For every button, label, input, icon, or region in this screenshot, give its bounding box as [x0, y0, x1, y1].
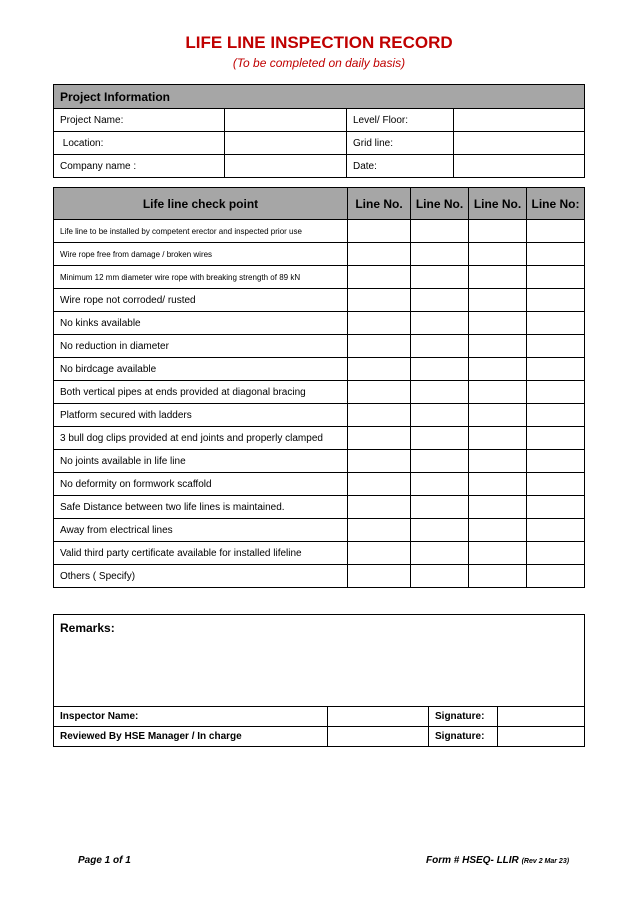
- location-field[interactable]: [225, 132, 347, 155]
- checkpoint-label: No birdcage available: [54, 358, 348, 381]
- line-check-cell[interactable]: [411, 289, 469, 312]
- checkpoint-label: Both vertical pipes at ends provided at diagonal bracing: [54, 381, 348, 404]
- line-check-cell[interactable]: [469, 243, 527, 266]
- line-check-cell[interactable]: [411, 358, 469, 381]
- company-name-label: Company name :: [54, 155, 225, 178]
- inspector-name-label: Inspector Name:: [54, 707, 328, 727]
- line-check-cell[interactable]: [527, 266, 585, 289]
- page-subtitle: (To be completed on daily basis): [232, 56, 406, 70]
- line-check-cell[interactable]: [411, 542, 469, 565]
- line-check-cell[interactable]: [527, 335, 585, 358]
- project-info-heading: Project Information: [54, 85, 585, 109]
- checklist-row: [54, 312, 585, 335]
- line-check-cell[interactable]: [348, 358, 411, 381]
- checkpoint-label: No deformity on formwork scaffold: [54, 473, 348, 496]
- remarks-label: Remarks:: [60, 621, 115, 635]
- line-check-cell[interactable]: [469, 427, 527, 450]
- checkpoint-label: No kinks available: [54, 312, 348, 335]
- line-check-cell[interactable]: [348, 220, 411, 243]
- checklist-row: [54, 335, 585, 358]
- checklist-row: [54, 289, 585, 312]
- level-floor-label: Level/ Floor:: [347, 109, 454, 132]
- page-title: LIFE LINE INSPECTION RECORD: [185, 33, 453, 52]
- line-check-cell[interactable]: [411, 220, 469, 243]
- line-check-cell[interactable]: [348, 450, 411, 473]
- line-check-cell[interactable]: [469, 519, 527, 542]
- date-label: Date:: [347, 155, 454, 178]
- checkpoint-label: Away from electrical lines: [54, 519, 348, 542]
- remarks-field[interactable]: [54, 615, 585, 707]
- line-check-cell[interactable]: [469, 450, 527, 473]
- remarks-table: [53, 614, 585, 747]
- inspector-signature-field[interactable]: [498, 707, 585, 727]
- line-check-cell[interactable]: [411, 243, 469, 266]
- reviewer-row: [54, 727, 585, 747]
- checkpoint-label: No joints available in life line: [54, 450, 348, 473]
- project-name-field[interactable]: [225, 109, 347, 132]
- line-check-cell[interactable]: [411, 381, 469, 404]
- checklist-row: [54, 404, 585, 427]
- line-check-cell[interactable]: [527, 243, 585, 266]
- line-check-cell[interactable]: [348, 335, 411, 358]
- line-check-cell[interactable]: [469, 220, 527, 243]
- checklist-row: [54, 381, 585, 404]
- checklist-row: [54, 266, 585, 289]
- line-check-cell[interactable]: [348, 519, 411, 542]
- line-no-column-header: Line No.: [348, 188, 411, 220]
- line-check-cell[interactable]: [348, 404, 411, 427]
- line-check-cell[interactable]: [411, 473, 469, 496]
- company-name-field[interactable]: [225, 155, 347, 178]
- inspector-row: [54, 707, 585, 727]
- checklist-row: [54, 473, 585, 496]
- line-check-cell[interactable]: [411, 404, 469, 427]
- checkpoint-label: Platform secured with ladders: [54, 404, 348, 427]
- checklist-row: [54, 450, 585, 473]
- checklist-table: [53, 187, 585, 588]
- line-check-cell[interactable]: [411, 496, 469, 519]
- form-number: [426, 855, 569, 866]
- line-check-cell[interactable]: [411, 450, 469, 473]
- line-check-cell[interactable]: [469, 473, 527, 496]
- checklist-row: [54, 496, 585, 519]
- line-check-cell[interactable]: [348, 266, 411, 289]
- line-check-cell[interactable]: [348, 289, 411, 312]
- line-check-cell[interactable]: [411, 565, 469, 588]
- reviewer-signature-field[interactable]: [498, 727, 585, 747]
- reviewer-signature-label: Signature:: [429, 727, 498, 747]
- line-no-column-header: Line No.: [411, 188, 469, 220]
- checkpoint-label: 3 bull dog clips provided at end joints and properly clamped: [54, 427, 348, 450]
- reviewer-label: Reviewed By HSE Manager / In charge: [54, 727, 328, 747]
- line-check-cell[interactable]: [411, 427, 469, 450]
- checkpoint-label: Minimum 12 mm diameter wire rope with breaking strength of 89 kN: [54, 266, 348, 289]
- line-check-cell[interactable]: [348, 243, 411, 266]
- form-revision: (Rev 2 Mar 23): [521, 858, 570, 865]
- line-check-cell[interactable]: [469, 565, 527, 588]
- line-check-cell[interactable]: [348, 496, 411, 519]
- line-check-cell[interactable]: [527, 358, 585, 381]
- reviewer-name-field[interactable]: [328, 727, 429, 747]
- checkpoint-label: Safe Distance between two life lines is maintained.: [54, 496, 348, 519]
- line-check-cell[interactable]: [348, 473, 411, 496]
- grid-line-label: Grid line:: [347, 132, 454, 155]
- line-check-cell[interactable]: [469, 335, 527, 358]
- line-check-cell[interactable]: [348, 381, 411, 404]
- level-floor-field[interactable]: [454, 109, 585, 132]
- line-check-cell[interactable]: [527, 427, 585, 450]
- line-check-cell[interactable]: [469, 381, 527, 404]
- line-check-cell[interactable]: [411, 266, 469, 289]
- checkpoint-label: Life line to be installed by competent erector and inspected prior use: [54, 220, 348, 243]
- line-check-cell[interactable]: [527, 519, 585, 542]
- checkpoint-column-header: Life line check point: [54, 188, 348, 220]
- line-check-cell[interactable]: [469, 289, 527, 312]
- location-label: Location:: [54, 132, 225, 155]
- line-check-cell[interactable]: [411, 335, 469, 358]
- line-check-cell[interactable]: [469, 496, 527, 519]
- line-check-cell[interactable]: [348, 542, 411, 565]
- project-info-table: [53, 84, 585, 178]
- line-check-cell[interactable]: [527, 496, 585, 519]
- form-code: Form # HSEQ- LLIR: [426, 855, 519, 866]
- line-check-cell[interactable]: [469, 404, 527, 427]
- line-check-cell[interactable]: [527, 289, 585, 312]
- checklist-row: [54, 519, 585, 542]
- checkpoint-label: Wire rope free from damage / broken wires: [54, 243, 348, 266]
- line-check-cell[interactable]: [469, 542, 527, 565]
- checklist-row: [54, 358, 585, 381]
- checkpoint-label: Valid third party certificate available for installed lifeline: [54, 542, 348, 565]
- project-info-row: [54, 155, 585, 178]
- line-check-cell[interactable]: [469, 312, 527, 335]
- inspector-name-field[interactable]: [328, 707, 429, 727]
- checklist-row: [54, 427, 585, 450]
- line-check-cell[interactable]: [348, 565, 411, 588]
- checklist-row: [54, 220, 585, 243]
- line-check-cell[interactable]: [527, 381, 585, 404]
- line-no-column-header: Line No.: [469, 188, 527, 220]
- line-check-cell[interactable]: [527, 565, 585, 588]
- project-info-row: [54, 109, 585, 132]
- line-check-cell[interactable]: [527, 542, 585, 565]
- line-check-cell[interactable]: [527, 312, 585, 335]
- line-check-cell[interactable]: [469, 266, 527, 289]
- line-check-cell[interactable]: [411, 312, 469, 335]
- page-number: Page 1 of 1: [78, 855, 131, 866]
- checklist-row: [54, 243, 585, 266]
- line-check-cell[interactable]: [348, 427, 411, 450]
- checkpoint-label: Wire rope not corroded/ rusted: [54, 289, 348, 312]
- grid-line-field[interactable]: [454, 132, 585, 155]
- project-info-row: [54, 132, 585, 155]
- line-check-cell[interactable]: [527, 473, 585, 496]
- project-name-label: Project Name:: [54, 109, 225, 132]
- line-check-cell[interactable]: [527, 404, 585, 427]
- inspector-signature-label: Signature:: [429, 707, 498, 727]
- line-check-cell[interactable]: [411, 519, 469, 542]
- checklist-row: [54, 565, 585, 588]
- line-check-cell[interactable]: [469, 358, 527, 381]
- date-field[interactable]: [454, 155, 585, 178]
- line-check-cell[interactable]: [527, 220, 585, 243]
- line-check-cell[interactable]: [348, 312, 411, 335]
- line-no-column-header: Line No:: [527, 188, 585, 220]
- checkpoint-label: Others ( Specify): [54, 565, 348, 588]
- checklist-row: [54, 542, 585, 565]
- line-check-cell[interactable]: [527, 450, 585, 473]
- checkpoint-label: No reduction in diameter: [54, 335, 348, 358]
